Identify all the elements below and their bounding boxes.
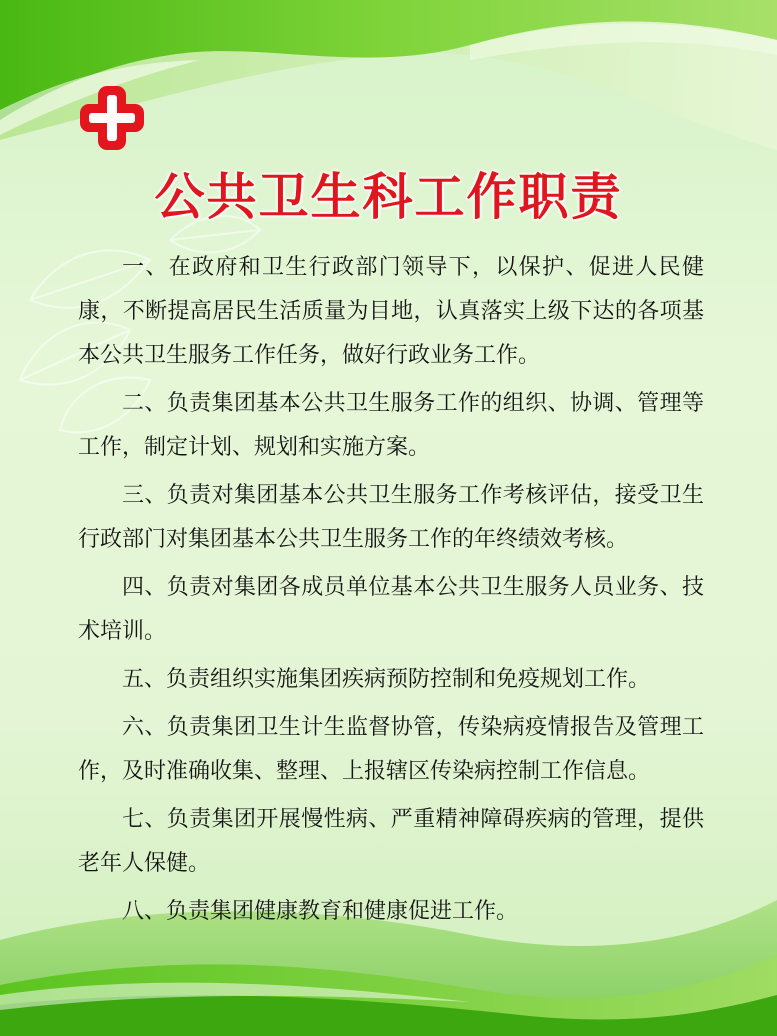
duty-paragraph: 三、负责对集团基本公共卫生服务工作考核评估，接受卫生行政部门对集团基本公共卫生服务工作的年终绩效考核。: [78, 483, 704, 552]
red-cross-icon: [76, 82, 148, 154]
duty-paragraph: 一、在政府和卫生行政部门领导下，以保护、促进人民健康，不断提高居民生活质量为目地，认真落实上级下达的各项基本公共卫生服务工作任务，做好行政业务工作。: [78, 255, 704, 368]
duty-paragraph: 四、负责对集团各成员单位基本公共卫生服务人员业务、技术培训。: [78, 575, 704, 644]
duties-list: [78, 246, 704, 938]
page-title: 公共卫生科工作职责: [154, 168, 623, 226]
duty-paragraph: 六、负责集团卫生计生监督协管，传染病疫情报告及管理工作，及时准确收集、整理、上报辖区传染病控制工作信息。: [78, 715, 704, 784]
duty-paragraph: 八、负责集团健康教育和健康促进工作。: [122, 899, 519, 924]
duty-paragraph: 五、负责组织实施集团疾病预防控制和免疫规划工作。: [122, 667, 651, 692]
duty-paragraph: 七、负责集团开展慢性病、严重精神障碍疾病的管理，提供老年人保健。: [78, 807, 704, 876]
duty-paragraph: 二、负责集团基本公共卫生服务工作的组织、协调、管理等工作，制定计划、规划和实施方案。: [78, 391, 704, 460]
